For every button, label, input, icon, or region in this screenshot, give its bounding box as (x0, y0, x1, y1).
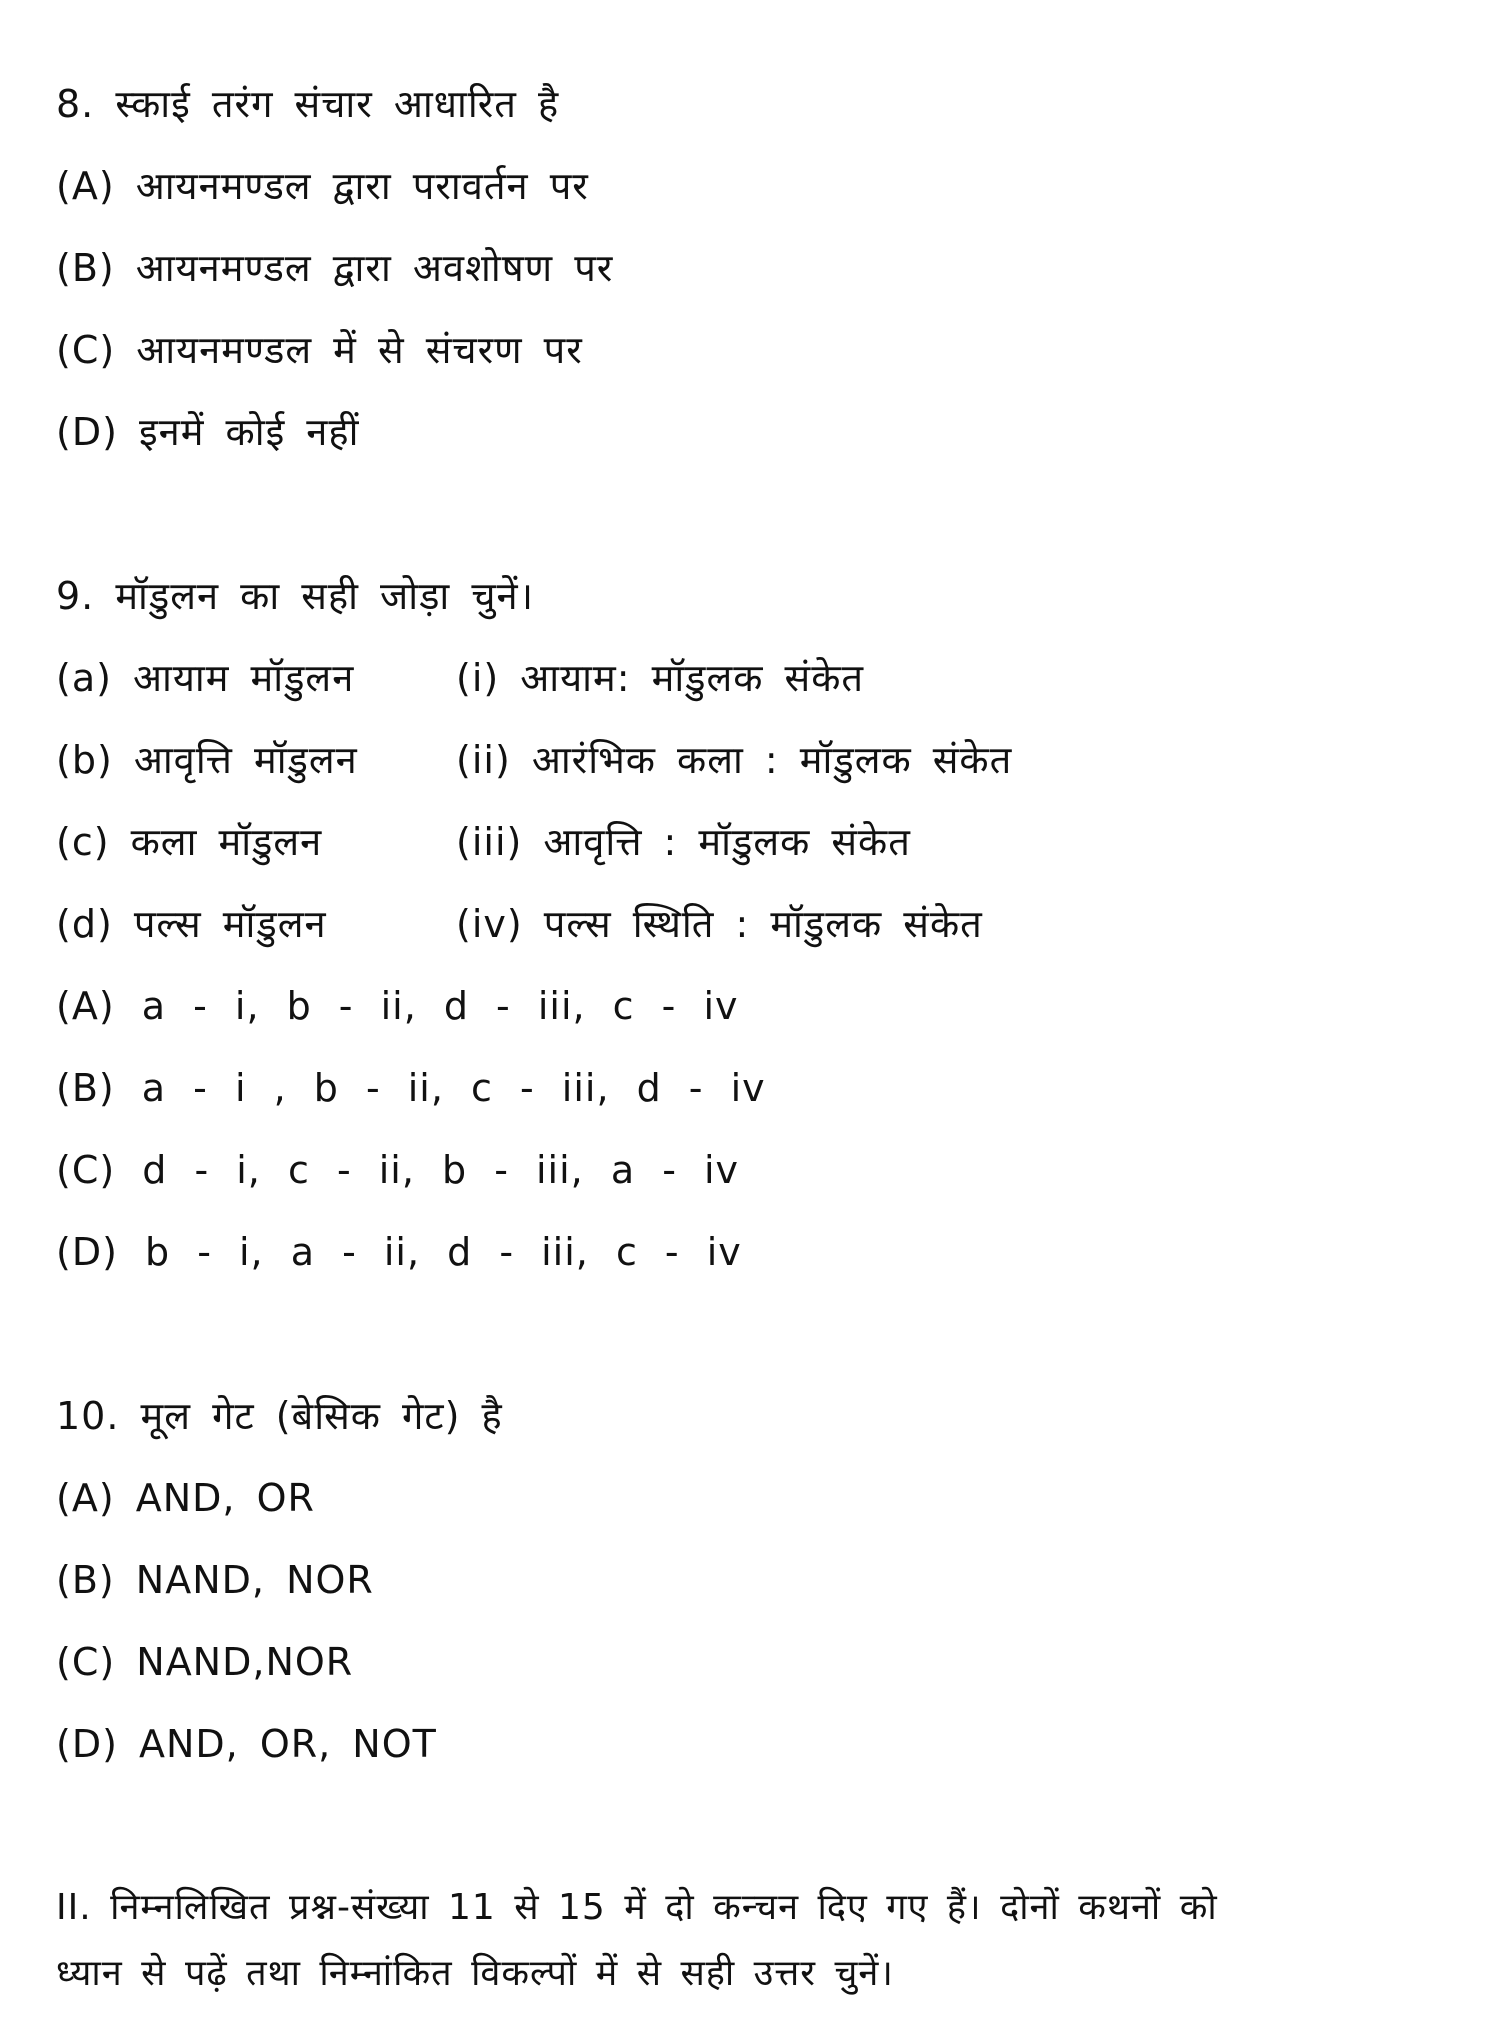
question-9-text: 9. मॉडुलन का सही जोड़ा चुनें। (56, 574, 534, 618)
question-8-option-d: (D) इनमें कोई नहीं (56, 410, 360, 454)
question-8-option-a: (A) आयनमण्डल द्वारा परावर्तन पर (56, 164, 589, 208)
question-9-option-a: (A) a - i, b - ii, d - iii, c - iv (56, 984, 739, 1028)
match-right-iv: (iv) पल्स स्थिति : मॉडुलक संकेत (456, 902, 983, 946)
match-right-ii: (ii) आरंभिक कला : मॉडुलक संकेत (456, 738, 1013, 782)
match-left-a: (a) आयाम मॉडुलन (56, 656, 355, 700)
question-9-option-c: (C) d - i, c - ii, b - iii, a - iv (56, 1148, 740, 1192)
question-10-option-b: (B) NAND, NOR (56, 1558, 374, 1602)
question-10-option-d: (D) AND, OR, NOT (56, 1722, 437, 1766)
match-right-iii: (iii) आवृत्ति : मॉडुलक संकेत (456, 820, 911, 864)
section-2-instruction-line-1: II. निम्नलिखित प्रश्न-संख्या 11 से 15 में दो कन्चन दिए गए हैं। दोनों कथनों को (56, 1887, 1218, 1928)
question-8-option-b: (B) आयनमण्डल द्वारा अवशोषण पर (56, 246, 614, 290)
question-10-option-a: (A) AND, OR (56, 1476, 315, 1520)
question-9-option-d: (D) b - i, a - ii, d - iii, c - iv (56, 1230, 742, 1274)
question-9-option-b: (B) a - i , b - ii, c - iii, d - iv (56, 1066, 766, 1110)
match-right-i: (i) आयाम: मॉडुलक संकेत (456, 656, 865, 700)
match-left-d: (d) पल्स मॉडुलन (56, 902, 327, 946)
question-8-text: 8. स्काई तरंग संचार आधारित है (56, 82, 560, 126)
question-8-option-c: (C) आयनमण्डल में से संचरण पर (56, 328, 583, 372)
match-left-c: (c) कला मॉडुलन (56, 820, 323, 864)
section-2-instruction-line-2: ध्यान से पढ़ें तथा निम्नांकित विकल्पों में से सही उत्तर चुनें। (56, 1953, 894, 1994)
question-10-text: 10. मूल गेट (बेसिक गेट) है (56, 1394, 503, 1438)
question-10-option-c: (C) NAND,NOR (56, 1640, 354, 1684)
match-left-b: (b) आवृत्ति मॉडुलन (56, 738, 358, 782)
